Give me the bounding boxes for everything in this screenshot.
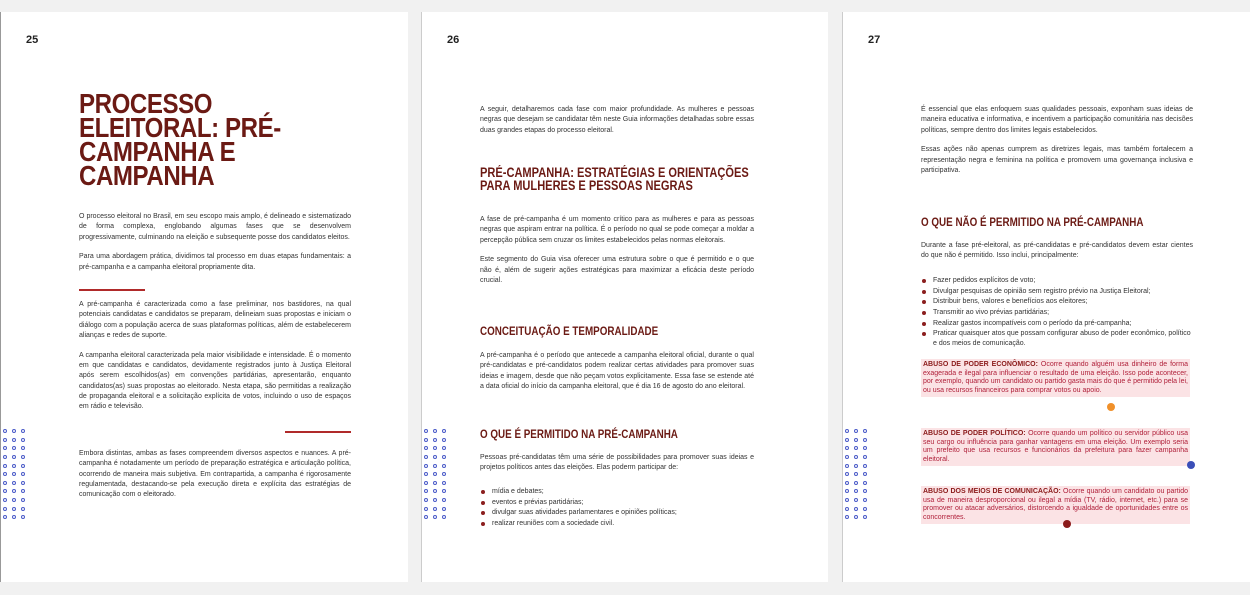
- intro-text: [79, 212, 351, 282]
- intro-text: [921, 105, 1193, 186]
- decorative-dot: [854, 489, 858, 493]
- decorative-dot: [442, 455, 446, 459]
- dot-row: [845, 487, 873, 496]
- dot-row: [424, 504, 452, 513]
- decorative-dot: [854, 481, 858, 485]
- divider: [79, 289, 145, 291]
- decorative-dot: [424, 507, 428, 511]
- decorative-dot: [442, 498, 446, 502]
- list-item: Realizar gastos incompatíveis com o período da pré-campanha;: [921, 319, 1193, 329]
- abuse-box-economic: [921, 359, 1190, 397]
- dot-row: [3, 453, 31, 462]
- decorative-dot: [863, 446, 867, 450]
- section-text: [921, 241, 1193, 271]
- decorative-dot: [12, 446, 16, 450]
- decorative-dot: [21, 464, 25, 468]
- decorative-dot: [21, 507, 25, 511]
- list-item: Praticar quaisquer atos que possam configurar abuso de poder econômico, político e dos meios de comunicação.: [921, 329, 1193, 348]
- list-item: divulgar suas atividades parlamentares e opiniões políticas;: [480, 508, 754, 518]
- decorative-dot: [21, 515, 25, 519]
- decorative-dot: [424, 464, 428, 468]
- decorative-dot: [433, 446, 437, 450]
- dot-row: [424, 470, 452, 479]
- red-dot-marker: [1063, 520, 1071, 528]
- decorative-dot: [442, 489, 446, 493]
- section-heading: O QUE NÃO É PERMITIDO NA PRÉ-CAMPANHA: [921, 215, 1144, 229]
- decorative-dot: [12, 507, 16, 511]
- decorative-dot: [845, 507, 849, 511]
- decorative-dot: [424, 438, 428, 442]
- dot-row: [845, 479, 873, 488]
- decorative-dot: [854, 498, 858, 502]
- decorative-dot: [863, 498, 867, 502]
- dot-row: [845, 453, 873, 462]
- decorative-dot: [442, 438, 446, 442]
- dot-row: [424, 444, 452, 453]
- decorative-dot: [854, 455, 858, 459]
- list-item: Distribuir bens, valores e benefícios aos eleitores;: [921, 297, 1193, 307]
- dot-row: [845, 504, 873, 513]
- list-item: realizar reuniões com a sociedade civil.: [480, 519, 754, 529]
- decorative-dot: [21, 438, 25, 442]
- decorative-dot: [12, 515, 16, 519]
- decorative-dot: [863, 472, 867, 476]
- decorative-dot: [3, 429, 7, 433]
- dot-row: [3, 504, 31, 513]
- decorative-dot: [845, 489, 849, 493]
- abuse-box-political: [921, 428, 1190, 466]
- decorative-dot: [854, 429, 858, 433]
- dot-pattern: [424, 427, 452, 522]
- decorative-dot: [863, 507, 867, 511]
- decorative-dot: [21, 472, 25, 476]
- page-number: 25: [26, 34, 39, 46]
- section-text: [480, 215, 754, 296]
- decorative-dot: [854, 438, 858, 442]
- decorative-dot: [3, 472, 7, 476]
- decorative-dot: [863, 455, 867, 459]
- dot-row: [3, 427, 31, 436]
- dot-row: [424, 436, 452, 445]
- decorative-dot: [863, 489, 867, 493]
- list-item: eventos e prévias partidárias;: [480, 498, 754, 508]
- dot-row: [424, 496, 452, 505]
- decorative-dot: [854, 515, 858, 519]
- page-26: [421, 12, 828, 582]
- page-number: 26: [447, 34, 460, 46]
- page-title: PROCESSO ELEITORAL: PRÉ-CAMPANHA E CAMPANHA: [79, 88, 281, 191]
- paragraph: A pré-campanha é o período que antecede a campanha eleitoral oficial, durante o qual pré-candidatas e pré-candidatos podem realizar certas atividades para promover suas ideias e imagem, desde que não peçam votos explicitamente. Essa fase se estende até a data oficial do início da campanha eleitoral, que é dia 16 de agosto do ano eleitoral.: [480, 352, 754, 390]
- box-text: Ocorre quando um candidato ou partido usa de maneira desproporcional ou ilegal a mídia (TV, rádio, internet, etc.) para se promover ou atacar adversários, distorcendo a igualdade de oportunidades entre os concorrentes.: [923, 488, 1188, 521]
- decorative-dot: [433, 481, 437, 485]
- decorative-dot: [433, 515, 437, 519]
- decorative-dot: [863, 481, 867, 485]
- decorative-dot: [433, 489, 437, 493]
- decorative-dot: [845, 464, 849, 468]
- intro-text: [480, 105, 754, 145]
- decorative-dot: [433, 472, 437, 476]
- decorative-dot: [845, 438, 849, 442]
- decorative-dot: [3, 515, 7, 519]
- dot-row: [845, 513, 873, 522]
- decorative-dot: [3, 498, 7, 502]
- decorative-dot: [854, 472, 858, 476]
- decorative-dot: [863, 515, 867, 519]
- decorative-dot: [12, 455, 16, 459]
- paragraph: É essencial que elas enfoquem suas qualidades pessoais, exponham suas ideias de maneira educativa e informativa, e incentivem a participação comunitária nas decisões políticas, sempre dentro dos limites legais estabelecidos.: [921, 106, 1193, 134]
- list-item: mídia e debates;: [480, 487, 754, 497]
- box-text: Ocorre quando alguém usa dinheiro de forma exagerada e ilegal para influenciar o resultado de uma eleição. Isso pode acontecer, por exemplo, quando um candidato ou partido gasta mais do que é permitido pela lei, ou usa recursos financeiros para comprar votos ou apoio.: [923, 361, 1188, 394]
- box-label: ABUSO DE PODER ECONÔMICO:: [923, 361, 1038, 368]
- section-heading: PRÉ-CAMPANHA: ESTRATÉGIAS E ORIENTAÇÕES PARA MULHERES E PESSOAS NEGRAS: [480, 165, 749, 193]
- decorative-dot: [424, 481, 428, 485]
- dot-row: [3, 436, 31, 445]
- paragraph: O processo eleitoral no Brasil, em seu escopo mais amplo, é delineado e sistematizado de forma complexa, englobando algumas fases que se desenvolvem progressivamente, culminando na eleição e subsequente posse dos candidatos eleitos.: [79, 213, 351, 241]
- closing-text: [79, 449, 351, 510]
- bullet-list: [921, 276, 1193, 350]
- dot-row: [3, 479, 31, 488]
- dot-row: [3, 470, 31, 479]
- decorative-dot: [3, 438, 7, 442]
- paragraph: Embora distintas, ambas as fases compreendem diversos aspectos e nuances. A pré-campanha é notadamente um período de preparação estratégica e articulação política, ocorrendo de maneira mais subjetiva. Em contrapartida, a campanha é rigorosamente regulamentada, destacando-se pela execução direta e explícita das estratégias de comunicação com o eleitorado.: [79, 450, 351, 499]
- orange-dot-marker: [1107, 403, 1115, 411]
- decorative-dot: [12, 498, 16, 502]
- dot-row: [845, 436, 873, 445]
- decorative-dot: [424, 446, 428, 450]
- decorative-dot: [3, 464, 7, 468]
- decorative-dot: [442, 464, 446, 468]
- dot-row: [3, 513, 31, 522]
- decorative-dot: [21, 429, 25, 433]
- dot-row: [845, 461, 873, 470]
- decorative-dot: [863, 464, 867, 468]
- decorative-dot: [442, 515, 446, 519]
- decorative-dot: [3, 489, 7, 493]
- decorative-dot: [433, 429, 437, 433]
- decorative-dot: [433, 498, 437, 502]
- paragraph: A fase de pré-campanha é um momento crítico para as mulheres e para as pessoas negras que aspiram entrar na política. É o período no qual se pode começar a moldar a percepção pública sem cruzar os limites estabelecidos pelas normas eleitorais.: [480, 216, 754, 244]
- decorative-dot: [21, 446, 25, 450]
- decorative-dot: [424, 515, 428, 519]
- decorative-dot: [12, 472, 16, 476]
- decorative-dot: [433, 464, 437, 468]
- decorative-dot: [854, 464, 858, 468]
- decorative-dot: [845, 472, 849, 476]
- page-25: [0, 12, 408, 582]
- list-item: Fazer pedidos explícitos de voto;: [921, 276, 1193, 286]
- decorative-dot: [3, 446, 7, 450]
- decorative-dot: [442, 481, 446, 485]
- dot-row: [845, 496, 873, 505]
- dot-row: [424, 427, 452, 436]
- decorative-dot: [12, 464, 16, 468]
- paragraph: Pessoas pré-candidatas têm uma série de possibilidades para promover suas ideias e projetos políticos antes das eleições. Elas poderm participar de:: [480, 454, 754, 472]
- dot-row: [3, 496, 31, 505]
- decorative-dot: [3, 507, 7, 511]
- decorative-dot: [424, 498, 428, 502]
- page-number: 27: [868, 34, 881, 46]
- section-heading: CONCEITUAÇÃO E TEMPORALIDADE: [480, 324, 659, 338]
- paragraph: A campanha eleitoral caracterizada pela maior visibilidade e intensidade. É o momento em que candidatas e candidatos, devidamente registrados junto à Justiça Eleitoral após serem escolhidos(as) em convenções partidárias, apresentarão, enquanto candidatos(as) suas propostas ao eleitorado. Nesta etapa, são permitidas a realização de propaganda eleitoral e a solicitação explícita de votos, incluindo o uso de espaços em rádio e televisão.: [79, 351, 351, 411]
- abuse-box-media: [921, 486, 1190, 524]
- paragraph: Este segmento do Guia visa oferecer uma estrutura sobre o que é permitido e o que não é, além de sugerir ações estratégicas para maximizar a eficácia deste período crucial.: [480, 256, 754, 284]
- decorative-dot: [424, 455, 428, 459]
- decorative-dot: [854, 446, 858, 450]
- decorative-dot: [863, 438, 867, 442]
- decorative-dot: [3, 455, 7, 459]
- dot-row: [424, 453, 452, 462]
- paragraph: Para uma abordagem prática, dividimos tal processo em duas etapas fundamentais: a pré-campanha e a campanha eleitoral propriamente dita.: [79, 253, 351, 271]
- dot-row: [424, 513, 452, 522]
- dot-row: [845, 427, 873, 436]
- dot-row: [3, 461, 31, 470]
- dot-row: [3, 487, 31, 496]
- section-heading: O QUE É PERMITIDO NA PRÉ-CAMPANHA: [480, 427, 678, 441]
- section-text: [480, 351, 754, 402]
- decorative-dot: [12, 429, 16, 433]
- decorative-dot: [21, 481, 25, 485]
- decorative-dot: [442, 429, 446, 433]
- decorative-dot: [424, 472, 428, 476]
- list-item: Divulgar pesquisas de opinião sem registro prévio na Justiça Eleitoral;: [921, 287, 1193, 297]
- paragraph: A seguir, detalharemos cada fase com maior profundidade. As mulheres e pessoas negras que desejam se candidatar têm neste Guia informações detalhadas sobre essas duas grandes etapas do processo eleitoral.: [480, 106, 754, 134]
- decorative-dot: [845, 498, 849, 502]
- decorative-dot: [845, 481, 849, 485]
- phases-text: [79, 300, 351, 422]
- decorative-dot: [845, 515, 849, 519]
- box-label: ABUSO DE PODER POLÍTICO:: [923, 430, 1026, 437]
- dot-row: [3, 444, 31, 453]
- dot-row: [424, 487, 452, 496]
- decorative-dot: [442, 472, 446, 476]
- list-item: Transmitir ao vivo prévias partidárias;: [921, 308, 1193, 318]
- decorative-dot: [21, 498, 25, 502]
- decorative-dot: [433, 507, 437, 511]
- divider: [285, 431, 351, 433]
- dot-row: [424, 461, 452, 470]
- decorative-dot: [433, 438, 437, 442]
- decorative-dot: [854, 507, 858, 511]
- dot-pattern: [845, 427, 873, 522]
- decorative-dot: [845, 429, 849, 433]
- blue-dot-marker: [1187, 461, 1195, 469]
- section-text: [480, 453, 754, 483]
- decorative-dot: [21, 455, 25, 459]
- paragraph: A pré-campanha é caracterizada como a fase preliminar, nos bastidores, na qual potenciais candidatas e candidatos se preparam, delineiam suas propostas e iniciam o diálogo com a população acerca de suas plataformas políticas, além de estabelecerem alianças e redes de suporte.: [79, 301, 351, 339]
- bullet-list: [480, 487, 754, 530]
- decorative-dot: [424, 489, 428, 493]
- decorative-dot: [442, 446, 446, 450]
- decorative-dot: [3, 481, 7, 485]
- decorative-dot: [12, 481, 16, 485]
- decorative-dot: [12, 489, 16, 493]
- decorative-dot: [424, 429, 428, 433]
- paragraph: Essas ações não apenas cumprem as diretrizes legais, mas também fortalecem a representação negra e feminina na política e promovem uma governança inclusiva e participativa.: [921, 146, 1193, 174]
- dot-row: [845, 444, 873, 453]
- decorative-dot: [863, 429, 867, 433]
- decorative-dot: [21, 489, 25, 493]
- decorative-dot: [845, 446, 849, 450]
- decorative-dot: [845, 455, 849, 459]
- paragraph: Durante a fase pré-eleitoral, as pré-candidatas e pré-candidatos devem estar cientes do que não é permitido. Isso inclui, principalmente:: [921, 242, 1193, 260]
- decorative-dot: [442, 507, 446, 511]
- box-text: Ocorre quando um político ou servidor público usa seu cargo ou influência para ganhar vantagens em uma eleição. Um exemplo seria um prefeito que usa recursos e funcionários da prefeitura para fazer campanha eleitoral.: [923, 430, 1188, 463]
- dot-pattern: [3, 427, 31, 522]
- box-label: ABUSO DOS MEIOS DE COMUNICAÇÃO:: [923, 488, 1061, 495]
- dot-row: [845, 470, 873, 479]
- decorative-dot: [12, 438, 16, 442]
- dot-row: [424, 479, 452, 488]
- decorative-dot: [433, 455, 437, 459]
